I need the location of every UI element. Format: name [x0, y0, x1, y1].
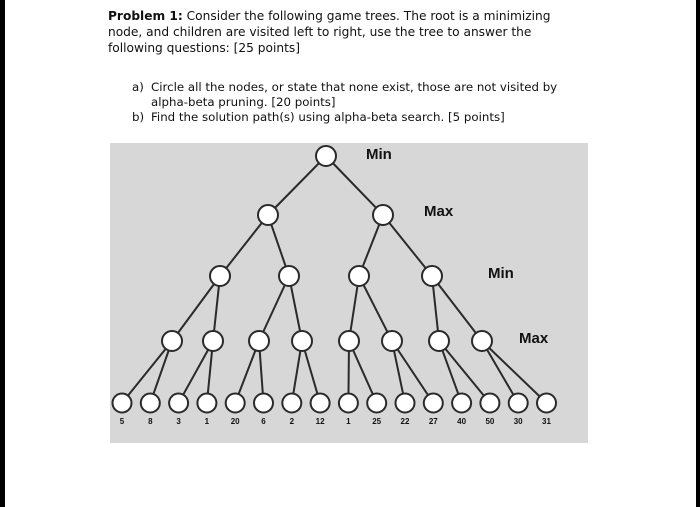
tree-node — [210, 266, 230, 286]
leaf-value: 5 — [119, 417, 125, 426]
level-label-max: Max — [424, 203, 454, 220]
problem-heading: Problem 1: — [108, 9, 183, 23]
tree-node — [472, 331, 492, 351]
question-text: Circle all the nodes, or state that none exist, those are not visited by alpha-beta pruning. [20 points] — [151, 80, 558, 109]
leaf-node — [452, 394, 471, 413]
question-b — [132, 110, 582, 125]
leaf-value: 3 — [176, 417, 181, 426]
tree-node — [422, 266, 442, 286]
leaf-value: 30 — [513, 417, 523, 426]
leaf-value: 8 — [148, 417, 153, 426]
question-text: Find the solution path(s) using alpha-beta search. [5 points] — [151, 110, 505, 124]
tree-node — [382, 331, 402, 351]
leaf-value: 50 — [485, 417, 495, 426]
tree-node — [339, 331, 359, 351]
problem-statement — [108, 8, 588, 56]
tree-node — [249, 331, 269, 351]
leaf-node — [141, 394, 160, 413]
tree-node — [292, 331, 312, 351]
leaf-node — [537, 394, 556, 413]
level-label-min: Min — [488, 265, 514, 282]
leaf-value: 12 — [315, 417, 325, 426]
leaf-node — [424, 394, 443, 413]
leaf-value: 6 — [261, 417, 266, 426]
leaf-value: 27 — [428, 417, 438, 426]
leaf-value: 31 — [542, 417, 551, 426]
leaf-node — [113, 394, 132, 413]
tree-node — [316, 146, 336, 166]
tree-node — [203, 331, 223, 351]
leaf-node — [169, 394, 188, 413]
left-border — [0, 0, 5, 507]
tree-node — [373, 205, 393, 225]
leaf-node — [509, 394, 528, 413]
leaf-node — [226, 394, 245, 413]
leaf-value: 1 — [346, 417, 351, 426]
leaf-node — [480, 394, 499, 413]
leaf-node — [311, 394, 330, 413]
problem-text: Consider the following game trees. The root is a minimizing node, and children are visited left to right, use the tree to answer the following questions: [25 points] — [108, 9, 551, 55]
leaf-node — [396, 394, 415, 413]
question-label: b) — [132, 110, 145, 124]
tree-node — [258, 205, 278, 225]
leaf-node — [254, 394, 273, 413]
leaf-value: 20 — [230, 417, 240, 426]
question-list — [132, 80, 582, 126]
leaf-node — [197, 394, 216, 413]
right-border — [696, 0, 700, 507]
level-label-min-root: Min — [366, 146, 392, 163]
question-label: a) — [132, 80, 144, 94]
leaf-value: 25 — [372, 417, 382, 426]
tree-node — [429, 331, 449, 351]
leaf-value: 2 — [289, 417, 295, 426]
leaf-value: 1 — [204, 417, 210, 426]
leaf-node — [367, 394, 386, 413]
tree-node — [279, 266, 299, 286]
tree-node — [162, 331, 182, 351]
leaf-node — [339, 394, 358, 413]
question-a — [132, 80, 582, 109]
leaf-value: 40 — [457, 417, 467, 426]
level-label-max-lower: Max — [519, 330, 549, 347]
leaf-node — [282, 394, 301, 413]
tree-node — [349, 266, 369, 286]
leaf-value: 22 — [400, 417, 410, 426]
game-tree-figure — [110, 143, 588, 443]
